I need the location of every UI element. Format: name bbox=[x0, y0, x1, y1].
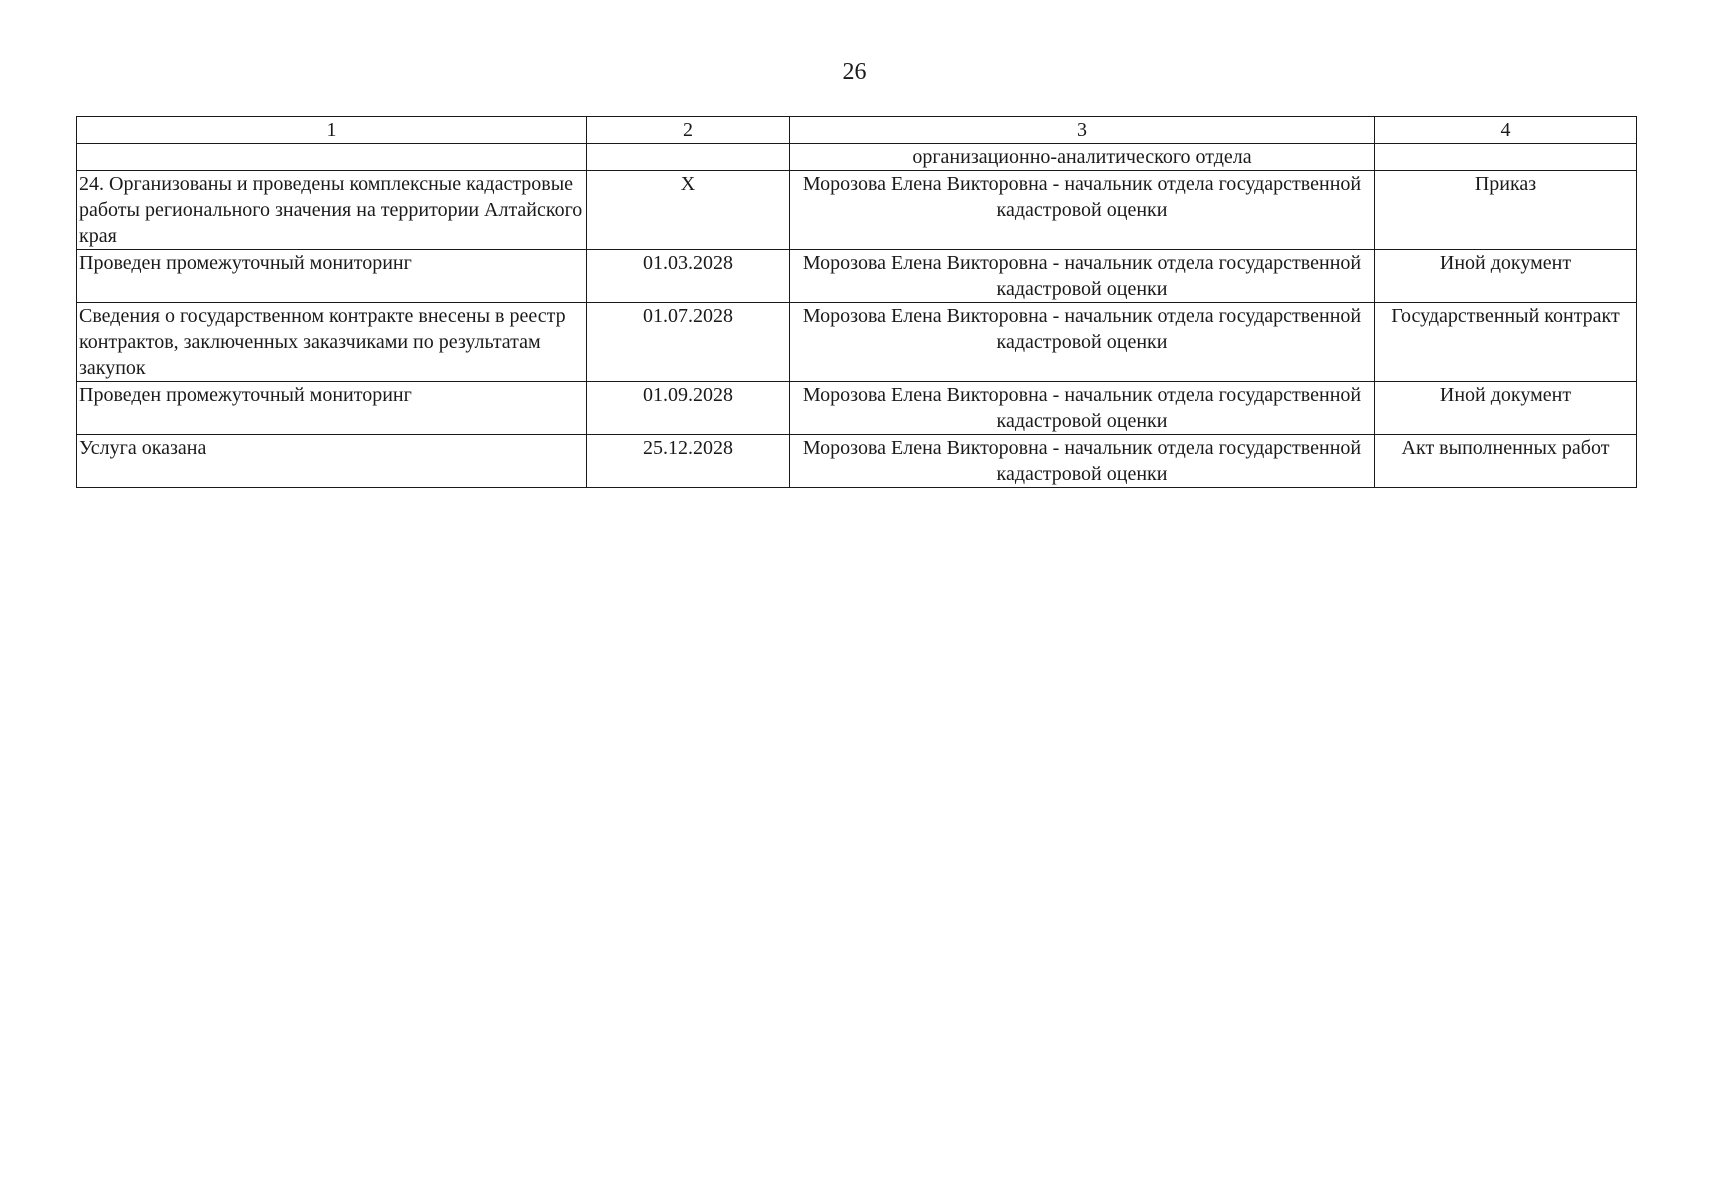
table-row bbox=[77, 303, 1637, 382]
responsible-cell: Морозова Елена Викторовна - начальник отдела государственной кадастровой оценки bbox=[790, 435, 1375, 488]
page-number: 26 bbox=[842, 59, 867, 85]
document-cell: Приказ bbox=[1375, 171, 1637, 250]
date-cell: 01.03.2028 bbox=[587, 250, 790, 303]
result-cell: Проведен промежуточный мониторинг bbox=[77, 382, 587, 435]
table-row bbox=[77, 435, 1637, 488]
result-cell: 24. Организованы и проведены комплексные кадастровые работы регионального значения на территории Алтайского края bbox=[77, 171, 587, 250]
table-row bbox=[77, 382, 1637, 435]
table-row bbox=[77, 171, 1637, 250]
responsible-cell: Морозова Елена Викторовна - начальник отдела государственной кадастровой оценки bbox=[790, 382, 1375, 435]
document-cell bbox=[1375, 144, 1637, 171]
result-cell: Услуга оказана bbox=[77, 435, 587, 488]
column-header: 2 bbox=[587, 117, 790, 144]
date-cell: X bbox=[587, 171, 790, 250]
table-header-row bbox=[77, 117, 1637, 144]
responsible-cell: Морозова Елена Викторовна - начальник отдела государственной кадастровой оценки bbox=[790, 171, 1375, 250]
date-cell bbox=[587, 144, 790, 171]
date-cell: 25.12.2028 bbox=[587, 435, 790, 488]
responsible-cell: Морозова Елена Викторовна - начальник отдела государственной кадастровой оценки bbox=[790, 250, 1375, 303]
plan-table bbox=[76, 116, 1637, 488]
date-cell: 01.07.2028 bbox=[587, 303, 790, 382]
table-row bbox=[77, 144, 1637, 171]
responsible-cell: Морозова Елена Викторовна - начальник отдела государственной кадастровой оценки bbox=[790, 303, 1375, 382]
result-cell: Сведения о государственном контракте внесены в реестр контрактов, заключенных заказчиками по результатам закупок bbox=[77, 303, 587, 382]
result-cell: Проведен промежуточный мониторинг bbox=[77, 250, 587, 303]
document-cell: Иной документ bbox=[1375, 250, 1637, 303]
document-cell: Иной документ bbox=[1375, 382, 1637, 435]
result-cell bbox=[77, 144, 587, 171]
column-header: 4 bbox=[1375, 117, 1637, 144]
column-header: 1 bbox=[77, 117, 587, 144]
date-cell: 01.09.2028 bbox=[587, 382, 790, 435]
document-cell: Государственный контракт bbox=[1375, 303, 1637, 382]
column-header: 3 bbox=[790, 117, 1375, 144]
responsible-cell: организационно-аналитического отдела bbox=[790, 144, 1375, 171]
document-cell: Акт выполненных работ bbox=[1375, 435, 1637, 488]
table-row bbox=[77, 250, 1637, 303]
